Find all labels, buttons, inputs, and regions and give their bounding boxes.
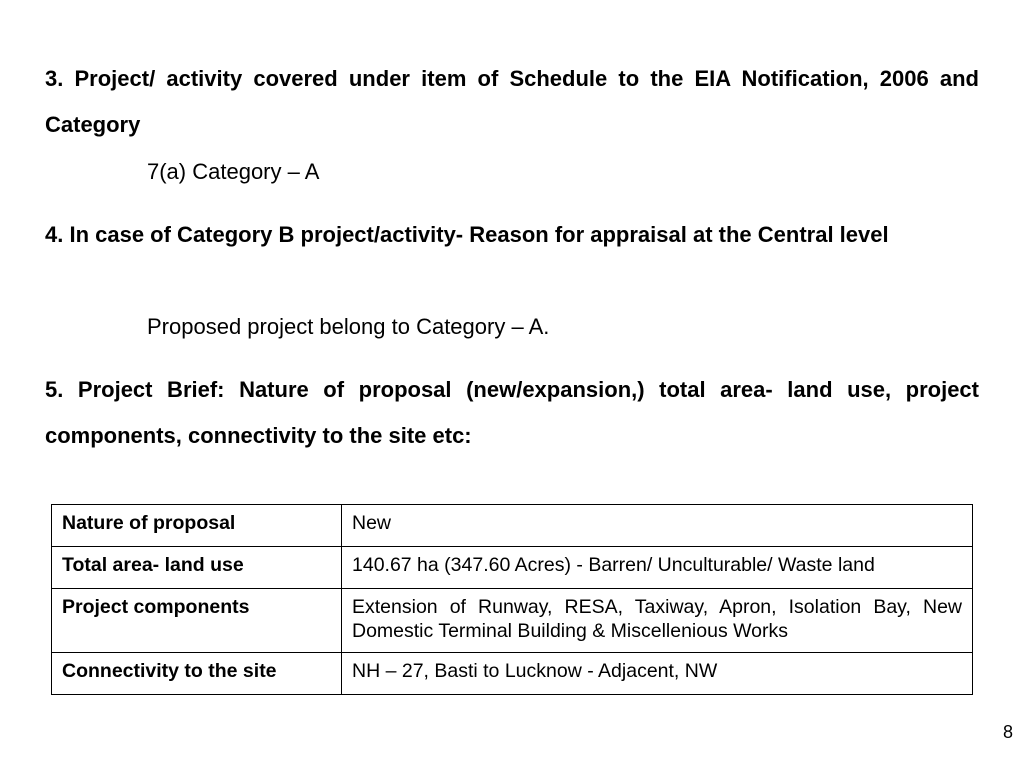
row-label: Total area- land use <box>52 547 342 589</box>
section-5-heading: 5. Project Brief: Nature of proposal (new/expansion,) total area- land use, project components, connectivity to the site etc: <box>45 377 979 448</box>
section-4-answer: Proposed project belong to Category – A. <box>147 314 550 339</box>
table-row <box>52 589 973 653</box>
row-value: Extension of Runway, RESA, Taxiway, Apron, Isolation Bay, New Domestic Terminal Building & Miscellenious Works <box>342 589 973 653</box>
section-3-heading: 3. Project/ activity covered under item of Schedule to the EIA Notification, 2006 and Category <box>45 66 979 137</box>
table-row <box>52 505 973 547</box>
row-value: NH – 27, Basti to Lucknow - Adjacent, NW <box>342 653 973 695</box>
section-4-heading: 4. In case of Category B project/activity- Reason for appraisal at the Central level <box>45 222 889 247</box>
table-row <box>52 653 973 695</box>
page-number: 8 <box>1002 722 1013 742</box>
row-label: Connectivity to the site <box>52 653 342 695</box>
table-row <box>52 547 973 589</box>
row-label: Project components <box>52 589 342 653</box>
row-label: Nature of proposal <box>52 505 342 547</box>
row-value: New <box>342 505 973 547</box>
row-value: 140.67 ha (347.60 Acres) - Barren/ Unculturable/ Waste land <box>342 547 973 589</box>
section-3-answer: 7(a) Category – A <box>147 159 320 184</box>
project-brief-table <box>51 504 973 695</box>
